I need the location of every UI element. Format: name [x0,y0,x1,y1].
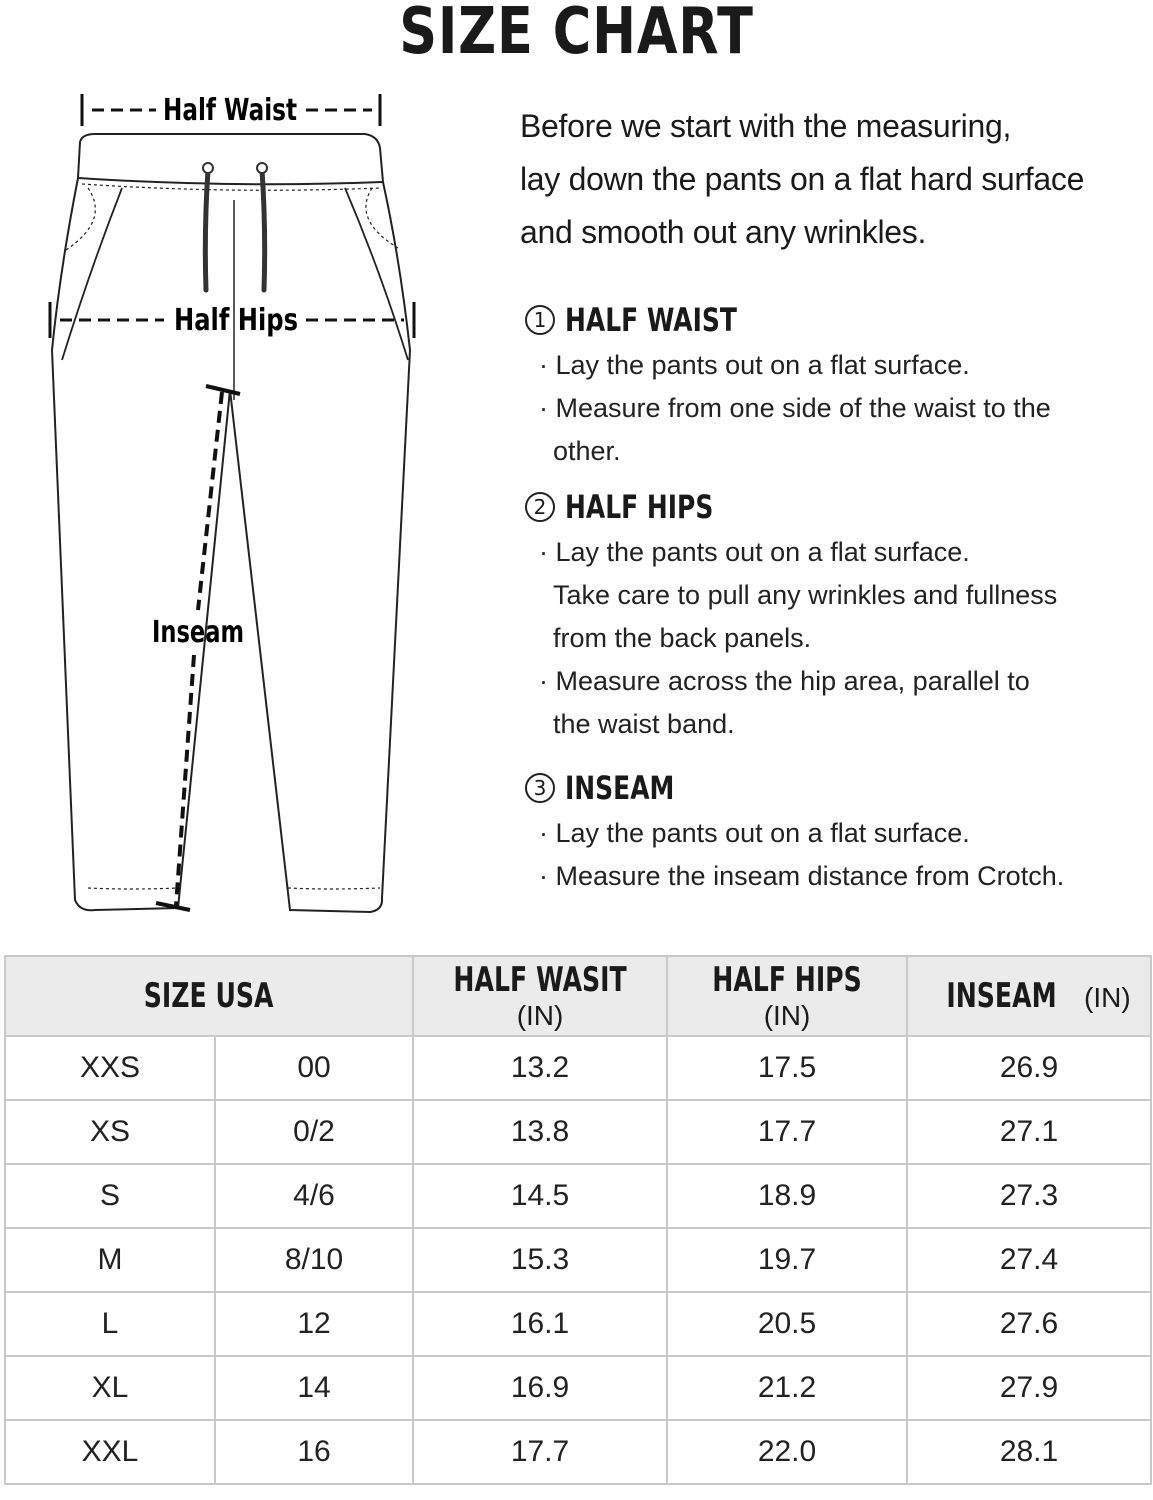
table-row [5,1228,1151,1292]
size-letter-cell: XL [5,1356,215,1420]
half-waist-cell: 15.3 [413,1228,667,1292]
intro-text [520,100,1145,259]
header-label: HALF HIPS [712,960,862,1000]
half-waist-cell: 14.5 [413,1164,667,1228]
inseam-cell: 27.1 [907,1100,1151,1164]
half-waist-cell: 13.2 [413,1036,667,1100]
half-waist-cell: 16.9 [413,1356,667,1420]
header-label: SIZE USA [144,976,274,1016]
size-number-cell: 12 [215,1292,413,1356]
instruction-line: Take care to pull any wrinkles and fullness [553,580,1058,610]
instruction-line: · Measure the inseam distance from Crotch. [539,861,1065,891]
instruction-line: · Measure across the hip area, parallel to [539,666,1030,696]
header-label: INSEAM [946,976,1057,1016]
inseam-cell: 28.1 [907,1420,1151,1484]
half-hips-cell: 18.9 [667,1164,907,1228]
half-hips-cell: 19.7 [667,1228,907,1292]
size-letter-cell: XXS [5,1036,215,1100]
size-number-cell: 4/6 [215,1164,413,1228]
header-label: HALF WASIT [453,960,627,1000]
size-number-cell: 8/10 [215,1228,413,1292]
section-half-hips [525,487,1145,746]
half-waist-cell: 13.8 [413,1100,667,1164]
header-half-waist [413,956,667,1036]
pants-outline [52,178,410,912]
page-title: SIZE CHART [399,0,754,69]
table-row [5,1164,1151,1228]
half-hips-cell: 22.0 [667,1420,907,1484]
table-row [5,1036,1151,1100]
table-row [5,1356,1151,1420]
header-size-usa [5,956,413,1036]
pants-diagram [0,70,480,930]
intro-line: and smooth out any wrinkles. [520,214,927,250]
section-half-waist [525,300,1145,473]
size-letter-cell: L [5,1292,215,1356]
section-title: HALF HIPS [565,488,714,526]
size-letter-cell: M [5,1228,215,1292]
section-number-badge: 1 [525,305,555,335]
section-title: INSEAM [565,769,675,807]
instruction-line: · Lay the pants out on a flat surface. [539,350,970,380]
half-waist-cell: 16.1 [413,1292,667,1356]
header-unit: (IN) [1076,982,1131,1013]
half-hips-cell: 20.5 [667,1292,907,1356]
section-inseam [525,768,1145,898]
size-number-cell: 16 [215,1420,413,1484]
instruction-line: · Measure from one side of the waist to the [539,393,1051,423]
half-hips-cell: 17.5 [667,1036,907,1100]
half-hips-cell: 21.2 [667,1356,907,1420]
size-letter-cell: XS [5,1100,215,1164]
section-number-badge: 3 [525,773,555,803]
header-unit: (IN) [763,1000,811,1031]
inseam-label: Inseam [152,615,244,650]
inseam-cell: 26.9 [907,1036,1151,1100]
inseam-cell: 27.3 [907,1164,1151,1228]
table-row [5,1420,1151,1484]
size-table [4,955,1152,1485]
inseam-cell: 27.9 [907,1356,1151,1420]
header-unit: (IN) [516,1000,564,1031]
size-number-cell: 00 [215,1036,413,1100]
size-letter-cell: S [5,1164,215,1228]
pants-illustration [0,70,480,930]
inseam-cell: 27.4 [907,1228,1151,1292]
intro-line: lay down the pants on a flat hard surface [520,161,1085,197]
waistband-shape [78,134,383,184]
instruction-line: · Lay the pants out on a flat surface. [539,537,970,567]
section-title: HALF WAIST [565,301,737,339]
table-row [5,1100,1151,1164]
table-row [5,1292,1151,1356]
instruction-line: other. [553,436,621,466]
size-letter-cell: XXL [5,1420,215,1484]
size-number-cell: 0/2 [215,1100,413,1164]
header-inseam [907,956,1151,1036]
half-hips-cell: 17.7 [667,1100,907,1164]
inseam-cell: 27.6 [907,1292,1151,1356]
half-waist-label: Half Waist [163,93,297,128]
half-hips-label: Half Hips [174,303,298,338]
size-number-cell: 14 [215,1356,413,1420]
instruction-line: · Lay the pants out on a flat surface. [539,818,970,848]
section-number-badge: 2 [525,492,555,522]
instruction-line: the waist band. [553,709,735,739]
intro-line: Before we start with the measuring, [520,108,1012,144]
table-header-row [5,956,1151,1036]
header-half-hips [667,956,907,1036]
half-waist-cell: 17.7 [413,1420,667,1484]
instruction-line: from the back panels. [553,623,812,653]
